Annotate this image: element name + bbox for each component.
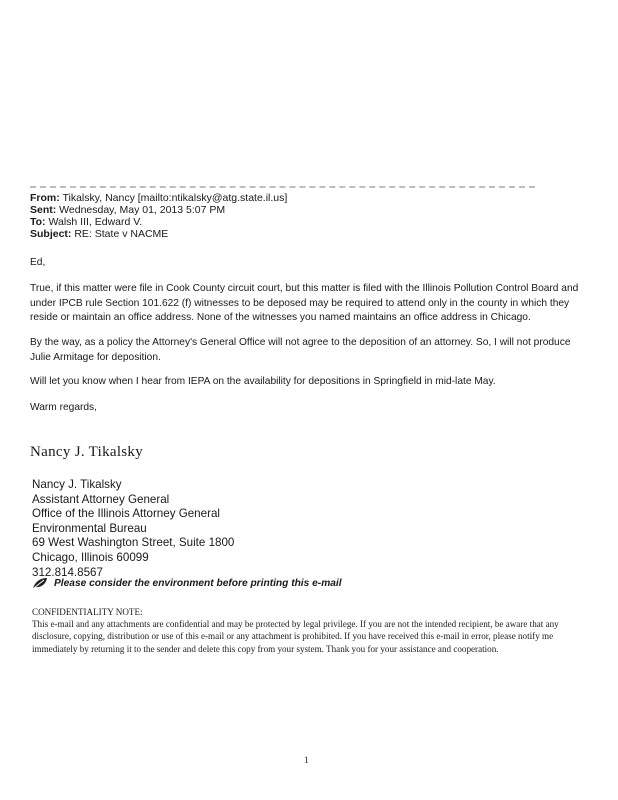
signature-name: Nancy J. Tikalsky	[32, 478, 122, 491]
sent-row: Sent: Wednesday, May 01, 2013 5:07 PM	[30, 204, 226, 216]
closing: Warm regards,	[30, 402, 97, 413]
from-value: Tikalsky, Nancy [mailto:ntikalsky@atg.state.il.us]	[62, 192, 288, 204]
from-row: From: Tikalsky, Nancy [mailto:ntikalsky@atg.state.il.us]	[30, 192, 288, 204]
signature-title: Assistant Attorney General	[32, 492, 170, 506]
signature-bureau: Environmental Bureau	[32, 521, 147, 535]
paragraph-1: True, if this matter were file in Cook County circuit court, but this matter is filed with the Illinois Pollution Control Board and under IPCB rule Section 101.622 (f) witnesses to be deposed may be required to attend only in the county in which they reside or maintain an office address. None of the witnesses you named maintains an office address in Chicago.	[30, 283, 579, 324]
to-row: To: Walsh III, Edward V.	[30, 216, 143, 228]
signature-block	[32, 478, 234, 580]
signature-phone: 312.814.8567	[32, 565, 103, 579]
scan-artifact-line	[30, 186, 535, 189]
confidentiality-heading: CONFIDENTIALITY NOTE:	[32, 607, 143, 617]
email-header	[30, 192, 287, 240]
signature-city: Chicago, Illinois 60099	[32, 550, 149, 564]
environment-note-text: Please consider the environment before printing this e-mail	[54, 577, 342, 589]
to-value: Walsh III, Edward V.	[48, 216, 143, 228]
confidentiality-text: This e-mail and any attachments are confidential and may be protected by legal privilege. If you are not the intended recipient, be aware that any disclosure, copying, distribution or use of this e-mail or any attachment is prohibited. If you have received this e-mail in error, please notify me immediately by returning it to the sender and delete this copy from your system. Thank you for your assistance and cooperation.	[32, 619, 559, 654]
subject-row: Subject: RE: State v NACME	[30, 228, 169, 240]
environment-note	[32, 577, 342, 589]
signature-office: Office of the Illinois Attorney General	[32, 507, 220, 521]
paragraph-2: By the way, as a policy the Attorney's General Office will not agree to the deposition of an attorney. So, I will not produce Julie Armitage for deposition.	[30, 337, 571, 363]
greeting: Ed,	[30, 257, 46, 268]
page-number: 1	[304, 755, 309, 765]
signature-street: 69 West Washington Street, Suite 1800	[32, 536, 235, 550]
subject-value: RE: State v NACME	[74, 228, 169, 240]
signature-name-script: Nancy J. Tikalsky	[30, 444, 144, 460]
confidentiality-note	[32, 606, 584, 655]
paragraph-3: Will let you know when I hear from IEPA on the availability for depositions in Springfield in mid-late May.	[30, 376, 496, 387]
sent-value: Wednesday, May 01, 2013 5:07 PM	[59, 204, 226, 216]
leaf-icon	[32, 577, 48, 589]
